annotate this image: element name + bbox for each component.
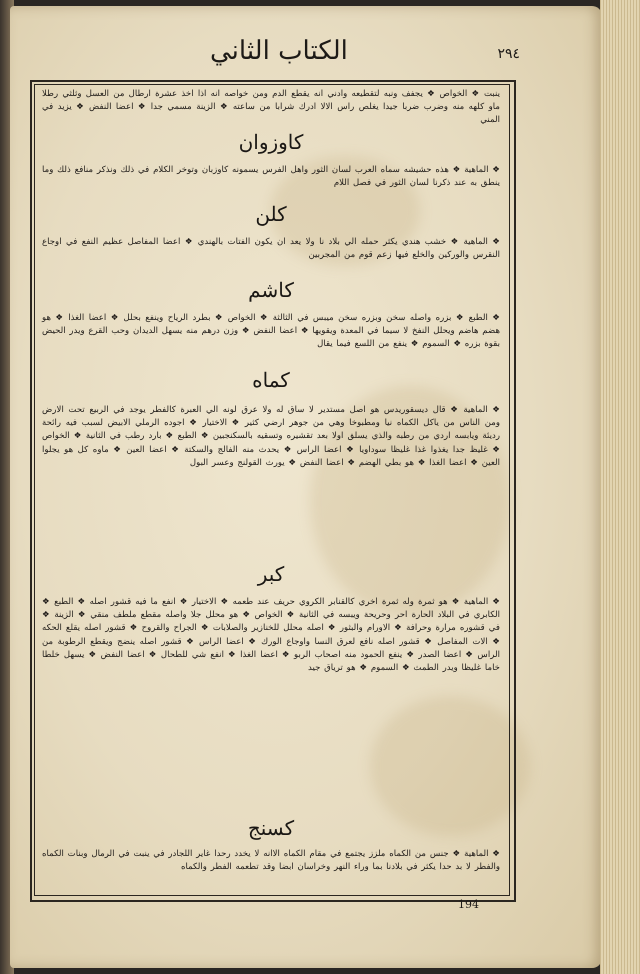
folio-number: 194: [458, 898, 479, 911]
entry-heading: كاشم: [248, 278, 294, 302]
manuscript-page: [10, 6, 602, 968]
paragraph-continued: ينبت ❖ الخواص ❖ يجفف ونبه لتقطيعه وادني انه يقطع الدم ومن خواصه انه اذا اخذ عشرة ارطال من العسل وثلثي رطلا ماو كلهه منه وضرب ضربا جيدا يغلص راس الالا ادرك شرابا من ساعته ❖ الزينة مسمي جدا ❖ اعضا النفض ❖ يزيد في المني: [42, 89, 500, 126]
page-number-arabic: ٢٩٤: [497, 46, 520, 62]
entry-heading: كاوزوان: [238, 130, 304, 154]
entry-text: ❖ الماهية ❖ هو ثمرة وله ثمرة اخري كالقنابر الكروي حريف عند طعمه ❖ الاختيار ❖ انفع ما فيه قشور اصله ❖ الطبع ❖ الكابري في البلاد الحارة احر وحريحة ويبسه في الثانية ❖ الخواص ❖ هو محلل جلا واصله مقطع ملطف منقي ❖ الزينة ❖ في قشوره مرارة وحرافة ❖ الاورام والبثور ❖ اصله محلل للخنازير والصلابات ❖ الجراح والقروح ❖ قشور اصله يقلع الحكه ❖ الات المفاصل ❖ قشور اصله نافع لعرق النسا واوجاع الورك ❖ اعضا الراس ❖ قشور اصله ينضج ويقطع الرطوبة من الراس ❖ اعضا الصدر ❖ ينفع الحمود منه اصحاب الربو ❖ اعضا الغذا ❖ انفع شي للطحال ❖ اعضا النفض ❖ يسهل خلطا خاما غليظا ويدر الطمث ❖ السموم ❖ هو ترياق جيد: [42, 597, 500, 674]
entry-text: ❖ الطبع ❖ بزره واصله سخن وبزره سخن ميبس في الثالثة ❖ الخواص ❖ بطرد الرياح وينفع بحلل ❖ اعضا الغذا ❖ هو هضم هاضم ويحلل النفخ لا سيما في المعدة ويقويها ❖ اعضا النفض ❖ وزن درهم منه يسهل الديدان وحب القرع ويدر الحيض بقوة بزره ❖ السموم ❖ ينفع من اللسع فيما يقال: [42, 313, 500, 350]
page-title: الكتاب الثاني: [210, 36, 348, 66]
entry-heading: كسنج: [247, 816, 295, 840]
book-fore-edge: [600, 0, 640, 974]
entry-text: ❖ الماهية ❖ جنس من الكماه ملزز يجتمع في مقام الكماه الاانه لا يخدد رحدا غاير اللجادر في ينبت في الرمال وبنات الكماه والفطر لا بد حدا يكثر في بلادنا بما وراء النهر وخراسان ابضا وقد تطعمه الفطر والكماه: [42, 849, 500, 873]
entry-heading: كلن: [255, 202, 287, 226]
entry-text: ❖ الماهية ❖ هذه حشيشه سماه العرب لسان الثور واهل الفرس يسمونه كاوزبان وتوخر الكلام في ذلك ونذكر منافع ذلك وما ينطق به عند ذكرنا لسان الثور في فصل اللام: [42, 165, 500, 189]
running-header: [50, 34, 520, 76]
entry-text: ❖ الماهية ❖ قال ديسقوريدس هو اصل مستدير لا ساق له ولا عرق لونه الي العبرة كالفطر يوجد في الربيع تحت الارض ومن الناس من ياكل الكماه نيا ومطبوخا وهي من جوهر ارضي كثير ❖ الاختيار ❖ اجوده الرملي الابيض لسبب فيه رائحة رديئة ويابسه اردي من رطبه والذي يسلق اولا بعد تقشيره وتسقيه بالسكنجبين ❖ الطبع ❖ بارد رطب في الثانية ❖ الخواص ❖ غليظ جدا يغذوا غذا غليظا سوداويا ❖ اعضا الراس ❖ يحدث منه الفالج والسكتة ❖ اعضا العين ❖ ماوه كل هو يجلوا العين ❖ اعضا الغذا ❖ هو بطي الهضم ❖ اعضا النفض ❖ يورث القولنج وعسر البول: [42, 405, 500, 468]
entry-heading: كماه: [252, 368, 290, 392]
entry-text: ❖ الماهية ❖ خشب هندي يكثر حمله الي بلاد نا ولا يعد ان يكون الفتات بالهندي ❖ اعضا المفاصل عظيم النفع في اوجاع النقرس والوركين والخلع فيها زعم قوم من المجربين: [42, 237, 500, 261]
entry-heading: كبر: [257, 562, 285, 586]
